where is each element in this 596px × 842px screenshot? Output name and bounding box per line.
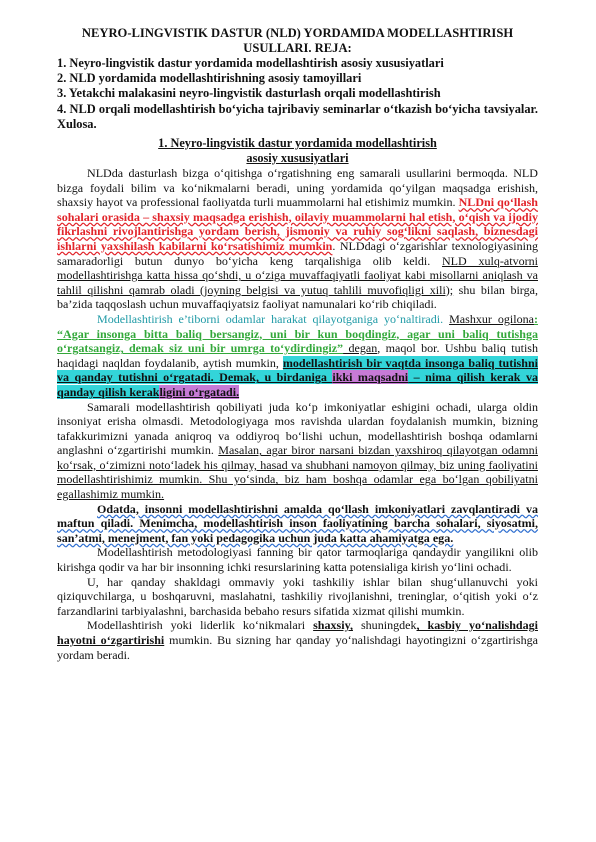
p2-highlight-purple-2: ligini o‘rgatadi. (159, 384, 240, 399)
p2-highlight-2: – nima qilish kerak va qanday qilish kerak (57, 370, 538, 399)
p7-text: Modellashtirish yoki liderlik ko‘nikmalari (87, 618, 314, 633)
paragraph-3 (57, 400, 538, 502)
paragraph-1 (57, 166, 538, 312)
plan-item: 3. Yetakchi malakasini neyro-lingvistik dasturlash orqali modellashtirish (57, 86, 441, 101)
p7-underlined-2: , kasbiy yo‘nalishdagi hayotni o‘zgartirishi (57, 618, 538, 648)
paragraph-7 (57, 618, 538, 662)
section-heading-line1: 1. Neyro-lingvistik dastur yordamida modellashtirish (158, 136, 437, 151)
document-page (57, 26, 538, 662)
p1-underlined: NLD xulq-atvorni modellashtirishga katta hissa qo‘shdi, u o‘ziga muvaffaqiyatli faoliyat kabi misollarni aniqlash va tahlil qilishni qamrab oladi (joyning belgisi va yutuq tahlili muvofiqligi xili); (57, 253, 538, 297)
paragraph-6: U, har qanday shakldagi ommaviy yoki tashkiliy ishlar bilan shug‘ullanuvchi yoki qiziquvchilarga, u boshqaruvni, maslahatni, tashkiliy rivojlanishni, treninglar, o‘qitish yoki o‘z farzandlarini tarbiyalashni, barchasida bebaho resurs sifatida xizmat qilishi mumkin. (57, 574, 538, 618)
p1-text-3: shu bilan birga, ba’zida taqqoslash uchun muvaffaqiyatsiz faoliyat namunalari ko‘rib chiqiladi. (57, 282, 538, 312)
paragraph-5: Modellashtirish metodologiyasi fanning bir qator tarmoqlariga qandaydir yangilikni olib kirishga qodir va har bir insonning ichki resurslarining katta potensialiga kirish yo‘lini ochadi. (57, 545, 538, 575)
p1-text: NLDda dasturlash bizga o‘qitishga o‘rgatishning eng samarali usullarini bermoqda. NLD bizga foydali bilim va ko‘nikmalarni beradi, uning yordamida qo‘yilgan maqsadga erishish, shaxsiy hayot va professional faoliyatda turli muammolarni hal etishimiz mumkin. (57, 166, 538, 210)
p2-highlight-purple: ikki maqsadni (332, 370, 409, 385)
p2-highlight: modellashtirish bir vaqtda insonga baliq tutishni va qanday tutishni o‘rgatadi. Demak, u birdaniga (57, 355, 538, 385)
document-title: NEYRO-LINGVISTIK DASTUR (NLD) YORDAMIDA MODELLASHTIRISH USULLARI. REJA: (81, 26, 514, 55)
p1-text-2: . NLDdagi o‘zgarishlar texnologiyasining samaradorligi butun dunyo bo‘yicha keng tarqalishiga olib keldi. (57, 238, 538, 268)
plan-item: 4. NLD orqali modellashtirish bo‘yicha tajribaviy seminarlar o‘tkazish bo‘yicha tavsiyalar. Xulosa. (57, 101, 538, 131)
p2-quote: : “Agar insonga bitta baliq bersangiz, uni bir kun boqdingiz, agar uni baliq tutishga o‘rgatsangiz, demak siz uni bir umrga to‘ydirdingiz” (57, 311, 538, 356)
section-heading (57, 136, 538, 166)
section-heading-line2: asosiy xususiyatlari (246, 151, 349, 166)
p7-text-3: mumkin. Bu sizning har qanday yo‘nalishdagi hayotingizni o‘zgartirishga yordam beradi. (57, 633, 538, 662)
p7-underlined: shaxsiy, (313, 618, 353, 633)
p3-text: Samarali modellashtirish qobiliyati juda ko‘p imkoniyatlar eshigini ochadi, ularga oldin insoniyat erisha olmasdi. Metodologiyaga mos ravishda ulardan foydalanish mumkin, bizning tafakkurimizni yanada aniqroq va oddiyroq bo‘lishi uchun, modellashtirish boshqa odamlarni anglashni o‘zgartirishi mumkin. (57, 399, 538, 458)
p3-underlined: Masalan, agar biror narsani bizdan yaxshiroq qilayotgan odamni ko‘rsak, o‘zimizni noto‘ladek his qilmay, hasad va shubhani namoyon qilmay, biz uning faoliyatini modellashtirishimiz mumkin. Shu yo‘sinda, biz ham boshqa odamlar ega bo‘lgan qobiliyatni egallashimiz mumkin. (57, 443, 538, 502)
plan-list (57, 56, 538, 132)
p2-underlined-2: degan (343, 341, 378, 356)
plan-item: 1. Neyro-lingvistik dastur yordamida modellashtirish asosiy xususiyatlari (57, 56, 444, 70)
p7-text-2: shuningdek (352, 618, 417, 633)
paragraph-2 (57, 312, 538, 400)
p2-text: , maqol bor. Ushbu baliq tutish haqidagi naqldan foydalanib, aytish mumkin, (57, 341, 538, 370)
p2-underlined: Mashxur ogilona (449, 311, 534, 326)
paragraph-4: Odatda, insonni modellashtirishni amalda qo‘llash imkoniyatlari zavqlantiradi va maftun qiladi. Menimcha, modellashtirish inson faoliyatining barcha sohalari, siyosatmi, san’atmi, menejment, fan yoki pedagogika uchun juda katta ahamiyatga ega. (57, 501, 538, 545)
plan-item: 2. NLD yordamida modellashtirishning asosiy tamoyillari (57, 71, 362, 86)
p1-red-highlight: NLDni qo‘llash sohalari orasida – shaxsiy maqsadga erishish, oilaviy muammolarni hal etish, o‘qish va ijodiy fikrlashni rivojlantirishga yordam berish, jismoniy va ruhiy sog‘likni saqlash, biznesdagi ishlarni yaxshilash kabilarni ko‘rsatishimiz mumkin (57, 195, 538, 253)
p2-teal-sentence: Modellashtirish e’tiborni odamlar harakat qilayotganiga yo‘naltiradi. (97, 311, 444, 326)
